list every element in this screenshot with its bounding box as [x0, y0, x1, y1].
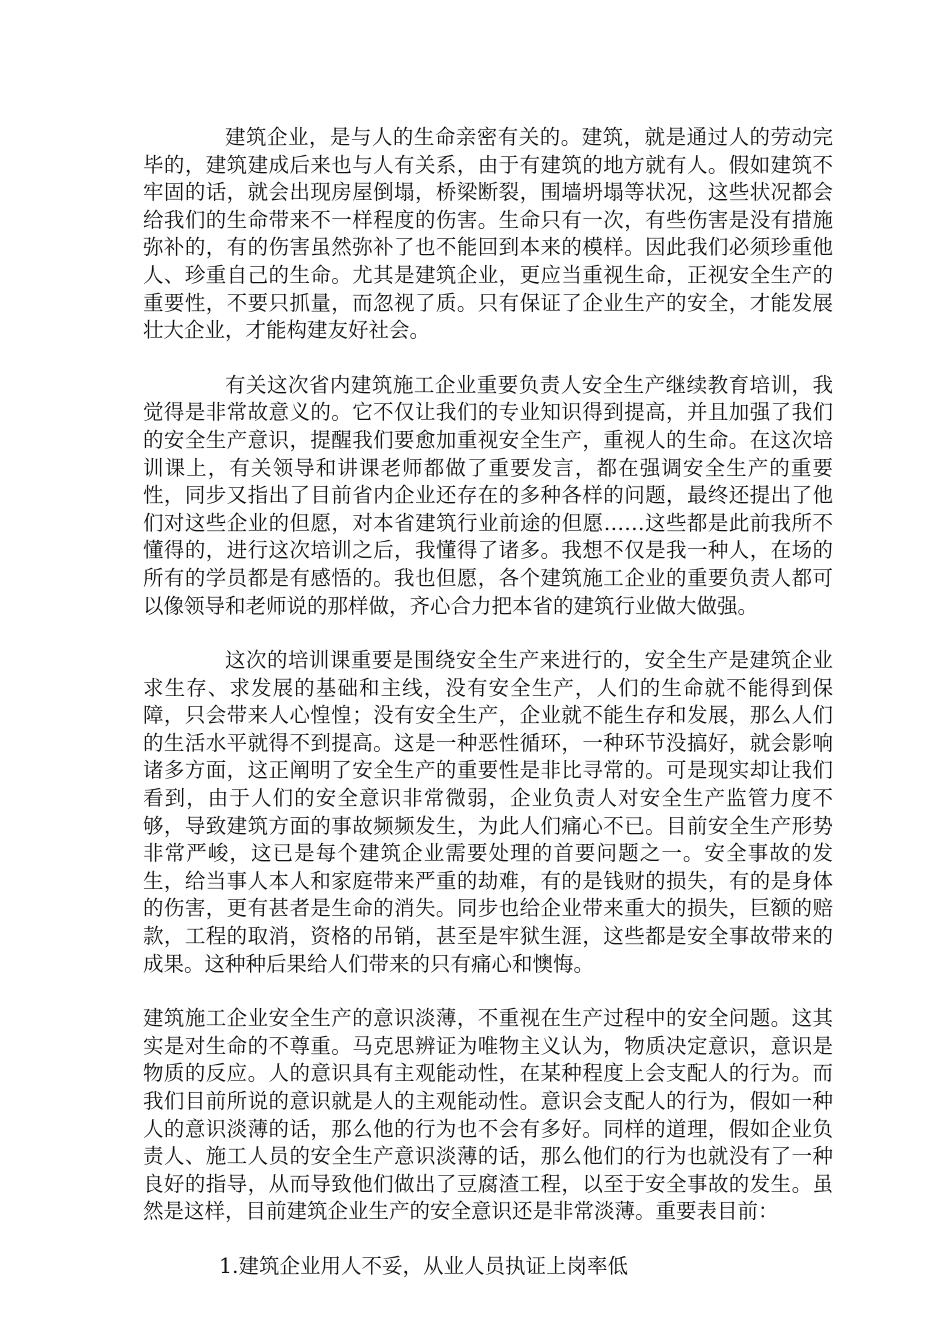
list-item-1: 1.建筑企业用人不妥，从业人员执证上岗率低 — [219, 1253, 629, 1278]
paragraph-2: 有关这次省内建筑施工企业重要负责人安全生产继续教育培训，我觉得是非常故意义的。它不仅让我们的专业知识得到提高，并且加强了我们的安全生产意识，提醒我们要愈加重视安全生产，重视人的生命。在这次培训课上，有关领导和讲课老师都做了重要发言，都在强调安全生产的重要性，同步又指出了目前省内企业还存在的多种各样的问题，最终还提出了他们对这些企业的但愿，对本省建筑行业前途的但愿……这些都是此前我所不懂得的，进行这次培训之后，我懂得了诸多。我想不仅是我一种人，在场的所有的学员都是有感悟的。我也但愿，各个建筑施工企业的重要负责人都可以像领导和老师说的那样做，齐心合力把本省的建筑行业做大做强。 — [143, 372, 833, 618]
paragraph-3: 这次的培训课重要是围绕安全生产来进行的，安全生产是建筑企业求生存、求发展的基础和主线，没有安全生产，人们的生命就不能得到保障，只会带来人心惶惶；没有安全生产，企业就不能生存和发展，那么人们的生活水平就得不到提高。这是一种恶性循环，一种环节没搞好，就会影响诸多方面，这正阐明了安全生产的重要性是非比寻常的。可是现实却让我们看到，由于人们的安全意识非常微弱，企业负责人对安全生产监管力度不够，导致建筑方面的事故频频发生，为此人们痛心不已。目前安全生产形势非常严峻，这已是每个建筑企业需要处理的首要问题之一。安全事故的发生，给当事人本人和家庭带来严重的劫难，有的是钱财的损失，有的是身体的伤害，更有甚者是生命的消失。同步也给企业带来重大的损失，巨额的赔款，工程的取消，资格的吊销，甚至是牢狱生涯，这些都是安全事故带来的成果。这种种后果给人们带来的只有痛心和懊悔。 — [143, 648, 833, 976]
paragraph-4: 建筑施工企业安全生产的意识淡薄，不重视在生产过程中的安全问题。这其实是对生命的不尊重。马克思辨证为唯物主义认为，物质决定意识，意识是物质的反应。人的意识具有主观能动性，在某种程度上会支配人的行为。而我们目前所说的意识就是人的主观能动性。意识会支配人的行为，假如一种人的意识淡薄的话，那么他的行为也不会有多好。同样的道理，假如企业负责人、施工人员的安全生产意识淡薄的话，那么他们的行为也就没有了一种良好的指导，从而导致他们做出了豆腐渣工程，以至于安全事故的发生。虽然是这样，目前建筑企业生产的安全意识还是非常淡薄。重要表目前： — [143, 1006, 833, 1224]
paragraph-1: 建筑企业，是与人的生命亲密有关的。建筑，就是通过人的劳动完毕的，建筑建成后来也与人有关系，由于有建筑的地方就有人。假如建筑不牢固的话，就会出现房屋倒塌，桥梁断裂，围墙坍塌等状况，这些状况都会给我们的生命带来不一样程度的伤害。生命只有一次，有些伤害是没有措施弥补的，有的伤害虽然弥补了也不能回到本来的模样。因此我们必须珍重他人、珍重自己的生命。尤其是建筑企业，更应当重视生命，正视安全生产的重要性，不要只抓量，而忽视了质。只有保证了企业生产的安全，才能发展壮大企业，才能构建友好社会。 — [143, 125, 833, 343]
document-body — [143, 124, 833, 1281]
